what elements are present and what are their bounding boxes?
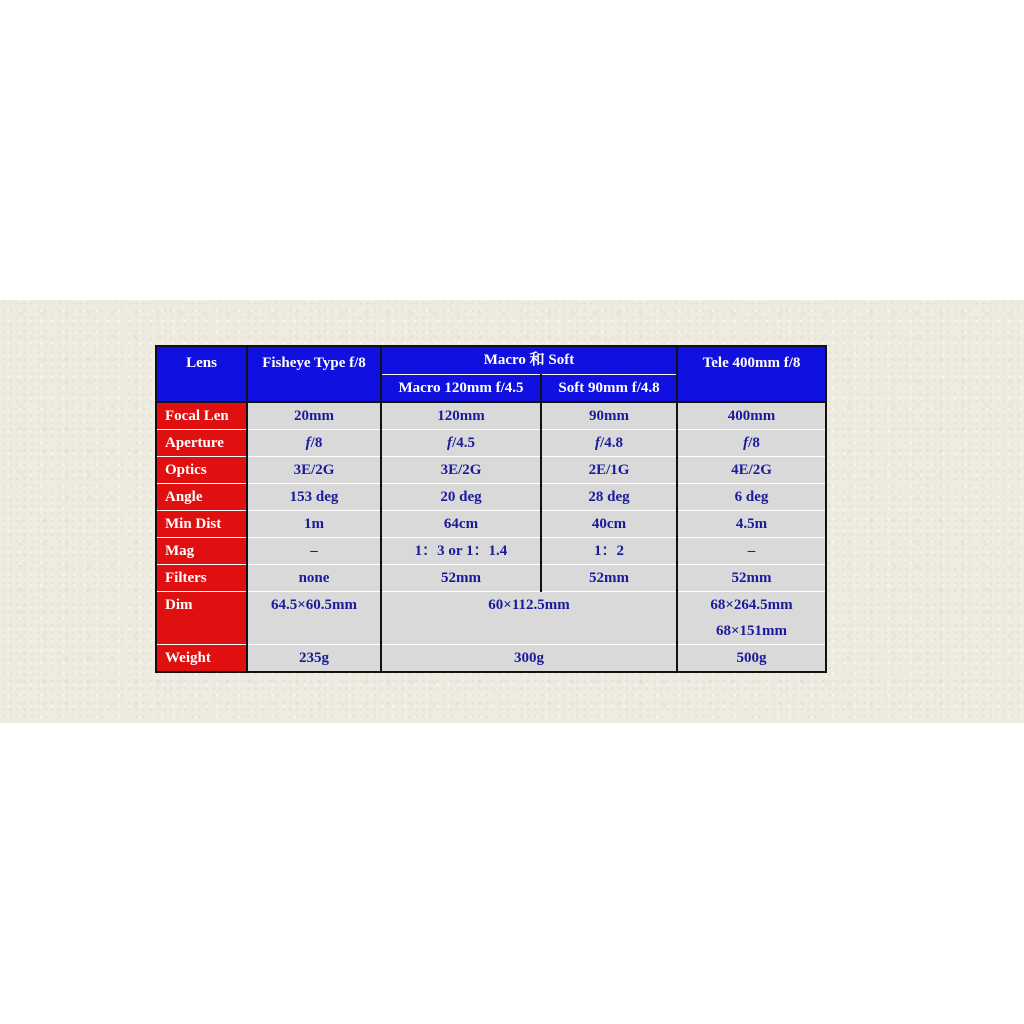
cell-optics-fisheye: 3E/2G	[247, 457, 381, 484]
f-symbol: f	[305, 435, 311, 451]
cell-mag-fisheye: –	[247, 538, 381, 565]
f-symbol: f	[595, 435, 601, 451]
f-symbol: f	[447, 435, 453, 451]
cell-angle-soft: 28 deg	[541, 484, 677, 511]
aperture-value: /4.5	[452, 435, 475, 451]
cell-focal-fisheye: 20mm	[247, 402, 381, 430]
header-lens: Lens	[156, 346, 247, 402]
cell-aperture-fisheye	[247, 430, 381, 457]
table-row	[156, 565, 826, 592]
table-row	[156, 538, 826, 565]
cell-filters-tele: 52mm	[677, 565, 826, 592]
cell-mag-macro: 1：3 or 1：1.4	[381, 538, 541, 565]
row-label-mindist: Min Dist	[156, 511, 247, 538]
row-label-aperture: Aperture	[156, 430, 247, 457]
cell-mag-tele: –	[677, 538, 826, 565]
row-label-angle: Angle	[156, 484, 247, 511]
cell-mag-soft: 1：2	[541, 538, 677, 565]
lens-spec-table	[155, 345, 827, 673]
cell-optics-tele: 4E/2G	[677, 457, 826, 484]
cell-optics-soft: 2E/1G	[541, 457, 677, 484]
table-row	[156, 592, 826, 645]
cell-angle-macro: 20 deg	[381, 484, 541, 511]
aperture-value: /8	[310, 435, 323, 451]
row-label-optics: Optics	[156, 457, 247, 484]
cell-aperture-macro	[381, 430, 541, 457]
cell-mindist-macro: 64cm	[381, 511, 541, 538]
cell-mindist-fisheye: 1m	[247, 511, 381, 538]
header-fisheye: Fisheye Type f/8	[247, 346, 381, 402]
cell-aperture-tele	[677, 430, 826, 457]
cell-weight-macro-soft: 300g	[381, 645, 677, 673]
row-label-mag: Mag	[156, 538, 247, 565]
header-macro-soft: Macro 和 Soft	[381, 346, 677, 374]
header-macro: Macro 120mm f/4.5	[381, 374, 541, 402]
cell-filters-soft: 52mm	[541, 565, 677, 592]
cell-filters-macro: 52mm	[381, 565, 541, 592]
cell-filters-fisheye: none	[247, 565, 381, 592]
cell-aperture-soft	[541, 430, 677, 457]
cell-weight-fisheye: 235g	[247, 645, 381, 673]
row-label-dim: Dim	[156, 592, 247, 645]
aperture-value: /4.8	[600, 435, 623, 451]
row-label-focal: Focal Len	[156, 402, 247, 430]
dim-tele-line-1: 68×264.5mm	[710, 597, 793, 613]
table-row	[156, 430, 826, 457]
cell-dim-fisheye: 64.5×60.5mm	[247, 592, 381, 645]
cell-weight-tele: 500g	[677, 645, 826, 673]
table-row	[156, 511, 826, 538]
cell-dim-macro-soft: 60×112.5mm	[381, 592, 677, 645]
cell-angle-tele: 6 deg	[677, 484, 826, 511]
cell-mindist-soft: 40cm	[541, 511, 677, 538]
cell-focal-macro: 120mm	[381, 402, 541, 430]
header-tele: Tele 400mm f/8	[677, 346, 826, 402]
cell-optics-macro: 3E/2G	[381, 457, 541, 484]
header-soft: Soft 90mm f/4.8	[541, 374, 677, 402]
row-label-filters: Filters	[156, 565, 247, 592]
table-row	[156, 645, 826, 673]
row-label-weight: Weight	[156, 645, 247, 673]
table-row	[156, 402, 826, 430]
aperture-value: /8	[748, 435, 760, 451]
table-row	[156, 457, 826, 484]
table-row	[156, 484, 826, 511]
header-row	[156, 346, 826, 374]
dim-tele-line-2: 68×151mm	[715, 623, 788, 639]
cell-mindist-tele: 4.5m	[677, 511, 826, 538]
cell-focal-soft: 90mm	[541, 402, 677, 430]
cell-dim-tele	[677, 592, 826, 645]
cell-focal-tele: 400mm	[677, 402, 826, 430]
f-symbol: f	[743, 435, 749, 451]
cell-angle-fisheye: 153 deg	[247, 484, 381, 511]
